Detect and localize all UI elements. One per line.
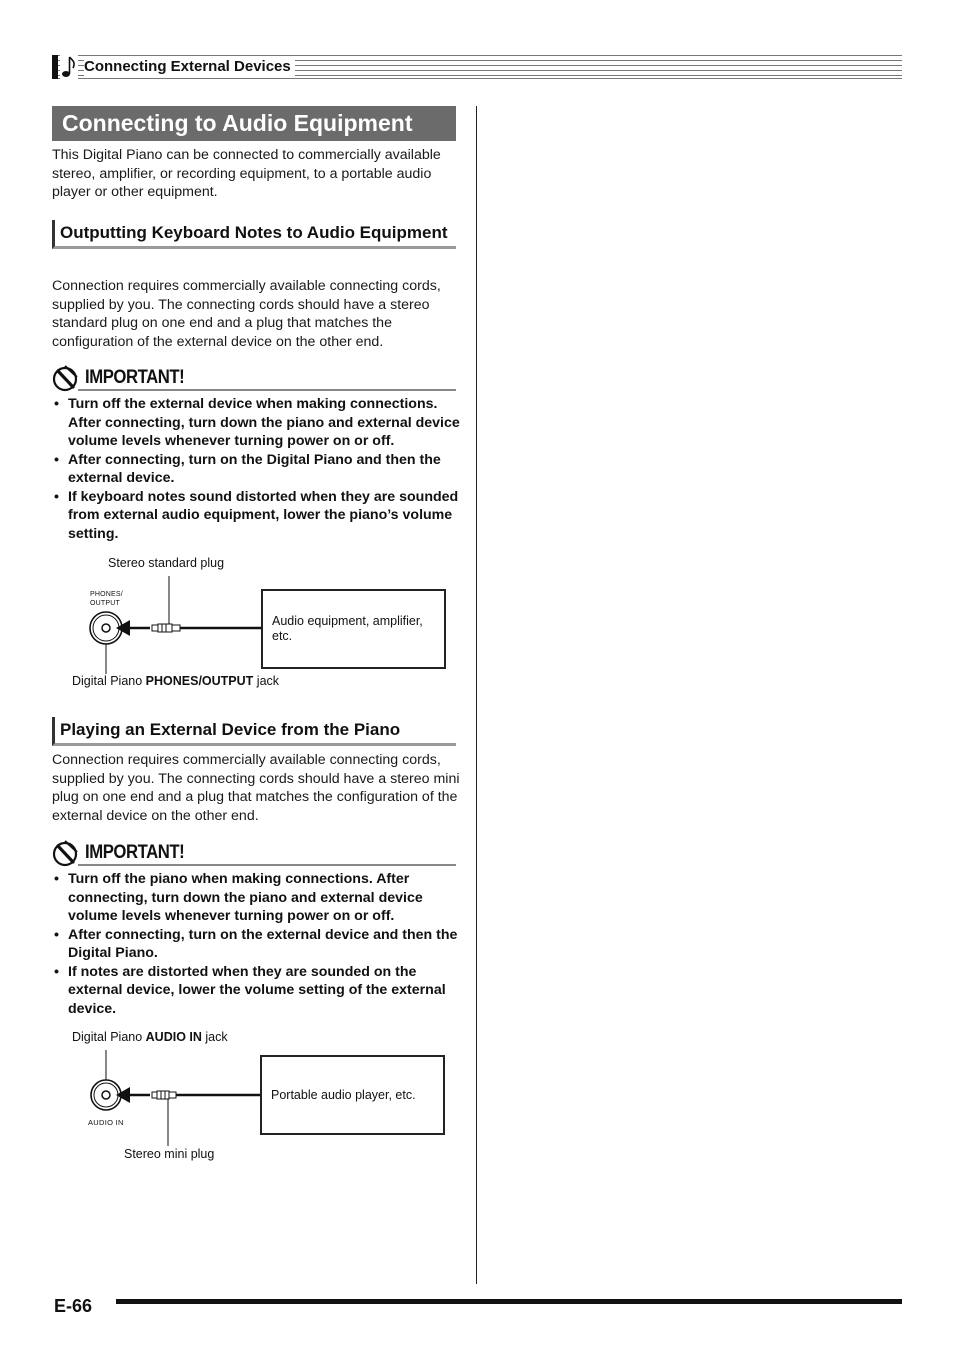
header-marker bbox=[52, 55, 58, 79]
column-divider bbox=[476, 106, 477, 1284]
plug-label-1: Stereo standard plug bbox=[108, 556, 225, 570]
important-header-1 bbox=[52, 365, 456, 393]
phones-output-connection-diagram bbox=[80, 570, 270, 680]
important-header-2 bbox=[52, 840, 456, 868]
important-list-2 bbox=[52, 870, 462, 1018]
important-label: IMPORTANT! bbox=[85, 367, 185, 388]
important-icon bbox=[52, 840, 80, 868]
important-label: IMPORTANT! bbox=[85, 842, 185, 863]
subsection-title-playing: Playing an External Device from the Piano bbox=[52, 717, 456, 746]
page-number: E-66 bbox=[54, 1296, 93, 1316]
subsection-body-playing: Connection requires commercially available connecting cords, supplied by you. The connecting cords should have a stereo mini plug on one end and a plug that matches the configuration of the external device on the other end. bbox=[52, 752, 460, 824]
list-item: • If notes are distorted when they are sounded on the external device, lower the volume setting of the external device. bbox=[52, 963, 462, 1019]
footer-rule bbox=[116, 1299, 902, 1304]
jack-caption-2: Digital Piano AUDIO IN jack bbox=[72, 1030, 228, 1044]
jack-caption-1: Digital Piano PHONES/OUTPUT jack bbox=[72, 674, 280, 688]
subsection-body-outputting: Connection requires commercially available connecting cords, supplied by you. The connecting cords should have a stereo standard plug on one end and a plug that matches the configuration of the external device on the other end. bbox=[52, 278, 441, 350]
important-icon bbox=[52, 365, 80, 393]
important-list-1 bbox=[52, 395, 462, 543]
list-item: • After connecting, turn on the Digital Piano and then the external device. bbox=[52, 451, 462, 488]
portable-player-box bbox=[260, 1055, 445, 1135]
audio-equipment-box bbox=[261, 589, 446, 669]
section-intro: This Digital Piano can be connected to commercially available stereo, amplifier, or recording equipment, to a portable audio player or other equipment. bbox=[52, 147, 441, 200]
list-item: • Turn off the piano when making connections. After connecting, turn down the piano and external device volume levels whenever turning power on or off. bbox=[52, 870, 462, 926]
plug-label-2: Stereo mini plug bbox=[124, 1147, 215, 1161]
audio-equipment-label: Audio equipment, amplifier, etc. bbox=[272, 614, 423, 643]
jack-text-1: PHONES/ OUTPUT bbox=[90, 591, 123, 607]
list-item: • If keyboard notes sound distorted when they are sounded from external audio equipment, lower the piano’s volume setting. bbox=[52, 488, 462, 544]
eighth-note-icon bbox=[60, 54, 78, 80]
section-title: Connecting to Audio Equipment bbox=[52, 106, 456, 141]
header-title: Connecting External Devices bbox=[84, 57, 295, 76]
subsection-title-outputting: Outputting Keyboard Notes to Audio Equipment bbox=[52, 220, 456, 249]
list-item: • Turn off the external device when making connections. After connecting, turn down the piano and external device volume levels whenever turning power on or off. bbox=[52, 395, 462, 451]
audio-in-connection-diagram bbox=[80, 1046, 270, 1150]
jack-text-2: AUDIO IN bbox=[88, 1118, 124, 1127]
list-item: • After connecting, turn on the external device and then the Digital Piano. bbox=[52, 926, 462, 963]
portable-player-label: Portable audio player, etc. bbox=[271, 1087, 416, 1102]
